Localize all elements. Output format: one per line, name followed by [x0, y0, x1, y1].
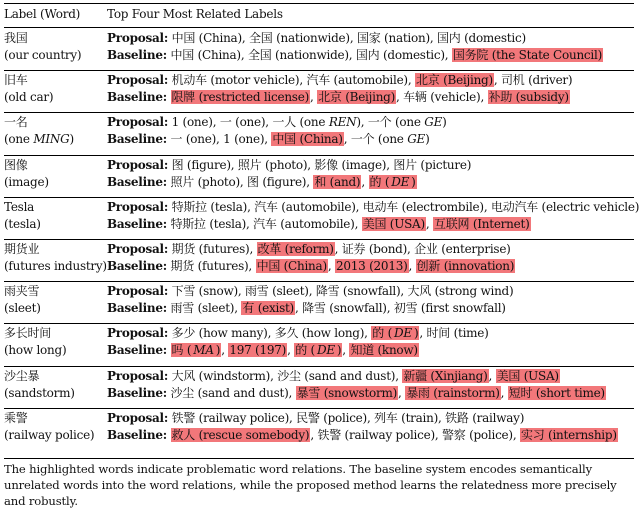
- system-label: Proposal:: [107, 157, 169, 172]
- relation-text: ,: [221, 343, 229, 358]
- system-label: Baseline:: [107, 385, 167, 400]
- system-label: Proposal:: [107, 410, 169, 425]
- relation-text: , 车辆 (vehicle),: [396, 90, 488, 105]
- relation-text: ,: [342, 343, 350, 358]
- relation-text: , 铁警 (railway police), 警察 (police),: [310, 427, 520, 442]
- relation-text: ,: [500, 385, 508, 400]
- relation-text: , 降雪 (snowfall), 初雪 (first snowfall): [295, 301, 506, 316]
- word-gloss: (sandstorm): [4, 385, 75, 400]
- relation-text: 雨雪 (sleet),: [166, 301, 242, 316]
- baseline-line: [107, 175, 417, 190]
- relation-text: 下雪 (snow), 雨雪 (sleet), 降雪 (snowfall), 大风 (strong wind): [168, 284, 514, 299]
- baseline-line: [107, 301, 506, 316]
- header-rule: [4, 27, 634, 28]
- word-gloss: (one MING): [4, 132, 74, 147]
- row-divider: [4, 70, 634, 71]
- highlighted-relation: 中国 (China): [272, 132, 343, 147]
- relation-text: 一 (one), 1 (one),: [166, 132, 272, 147]
- system-label: Baseline:: [107, 427, 167, 442]
- word-gloss: (our country): [4, 48, 82, 62]
- baseline-line: [107, 48, 603, 63]
- relation-text: ): [425, 132, 430, 147]
- row-divider: [4, 408, 634, 409]
- word-label: Tesla: [4, 199, 35, 214]
- relation-text: 特斯拉 (tesla), 汽车 (automobile),: [166, 216, 362, 231]
- highlighted-relation: 的 (: [369, 174, 390, 189]
- baseline-line: [107, 90, 570, 105]
- word-label: 雨夹雪: [4, 284, 40, 299]
- relation-text: 1 (one), 一 (one), 一人 (one: [168, 115, 329, 130]
- row-divider: [4, 281, 634, 282]
- highlighted-relation: ): [411, 174, 416, 189]
- highlighted-relation: 救人 (rescue somebody): [171, 427, 310, 442]
- relation-text: ,: [408, 259, 416, 273]
- baseline-line: [107, 259, 515, 274]
- system-label: Proposal:: [107, 368, 169, 383]
- word-label: 旧车: [4, 73, 28, 88]
- relation-text: ,: [310, 90, 318, 105]
- highlighted-relation: 197 (197): [229, 343, 287, 358]
- relation-text: GE: [407, 132, 426, 147]
- proposal-line: [107, 200, 639, 215]
- relation-text: ,: [361, 174, 369, 189]
- highlighted-relation: ): [413, 326, 419, 341]
- highlighted-relation: DE: [391, 174, 410, 189]
- baseline-line: [107, 428, 618, 443]
- proposal-line: [107, 31, 526, 46]
- word-gloss: (tesla): [4, 216, 41, 231]
- proposal-line: [107, 158, 471, 173]
- baseline-line: [107, 132, 430, 147]
- highlighted-relation: DE: [316, 343, 335, 358]
- system-label: Baseline:: [107, 132, 167, 147]
- word-gloss: (how long): [4, 343, 67, 358]
- word-label: 图像: [4, 157, 28, 172]
- row-divider: [4, 366, 634, 367]
- highlighted-relation: 实习 (internship): [520, 427, 617, 442]
- bottom-rule: [4, 458, 634, 459]
- highlighted-relation: ): [336, 343, 342, 358]
- highlighted-relation: 2013 (2013): [336, 259, 408, 273]
- relation-text: [167, 343, 171, 357]
- system-label: Proposal:: [107, 284, 169, 299]
- relation-text: [167, 90, 171, 104]
- relation-text: 期货 (futures),: [168, 242, 257, 256]
- highlighted-relation: 和 (and): [314, 174, 361, 189]
- relation-text: REN: [328, 115, 357, 130]
- word-gloss: (old car): [4, 90, 54, 105]
- relation-text: GE: [424, 115, 443, 130]
- system-label: Proposal:: [107, 199, 169, 214]
- proposal-line: [107, 73, 572, 88]
- relation-text: 大风 (windstorm), 沙尘 (sand and dust),: [168, 368, 403, 383]
- highlighted-relation: 北京 (Beijing): [318, 90, 396, 105]
- relation-text: [167, 428, 171, 442]
- highlighted-relation: 的 (: [295, 343, 315, 358]
- highlighted-relation: 补助 (subsidy): [488, 90, 569, 105]
- word-label: 我国: [4, 31, 28, 45]
- relation-text: , 证券 (bond), 企业 (enterprise): [334, 242, 511, 256]
- proposal-line: [107, 242, 511, 257]
- proposal-line: [107, 411, 524, 426]
- highlighted-relation: 美国 (USA): [496, 368, 559, 383]
- baseline-line: [107, 343, 419, 358]
- relation-text: ): [442, 115, 447, 130]
- relation-text: 期货 (futures),: [166, 259, 256, 273]
- relation-text: 中国 (China), 全国 (nationwide), 国内 (domestic),: [166, 48, 452, 62]
- row-divider: [4, 239, 634, 240]
- word-label: 多长时间: [4, 326, 52, 341]
- relation-text: ,: [327, 259, 336, 273]
- highlighted-relation: 知道 (know): [350, 343, 418, 358]
- relation-text: ,: [398, 385, 406, 400]
- word-label: 乘警: [4, 410, 28, 425]
- header-col-label: Label (Word): [4, 7, 81, 21]
- system-label: Baseline:: [107, 90, 167, 105]
- word-label: 期货业: [4, 242, 40, 256]
- highlighted-relation: 暴雨 (rainstorm): [406, 385, 500, 400]
- relation-text: ,: [488, 368, 496, 383]
- word-gloss: (futures industry): [4, 259, 107, 273]
- proposal-line: [107, 326, 489, 341]
- highlighted-relation: 北京 (Beijing): [416, 73, 493, 88]
- proposal-line: [107, 115, 447, 130]
- baseline-line: [107, 217, 531, 232]
- highlighted-relation: 限牌 (restricted license): [171, 90, 309, 105]
- system-label: Proposal:: [107, 115, 169, 130]
- relation-text: 中国 (China), 全国 (nationwide), 国家 (nation), 国内 (domestic): [168, 31, 526, 45]
- relation-text: ), 一个 (one: [356, 115, 425, 130]
- relation-text: ,: [287, 343, 295, 358]
- relation-text: ,: [425, 216, 434, 231]
- word-gloss: (image): [4, 174, 49, 189]
- system-label: Proposal:: [107, 326, 169, 341]
- relation-text: 照片 (photo), 图 (figure),: [166, 174, 314, 189]
- system-label: Baseline:: [107, 174, 167, 189]
- system-label: Baseline:: [107, 259, 167, 273]
- row-divider: [4, 323, 634, 324]
- top-rule: [4, 3, 634, 4]
- system-label: Baseline:: [107, 343, 167, 358]
- highlighted-relation: 新疆 (Xinjiang): [403, 368, 488, 383]
- word-gloss: (railway police): [4, 427, 95, 442]
- system-label: Baseline:: [107, 48, 167, 62]
- highlighted-relation: 有 (exist): [242, 301, 294, 316]
- system-label: Baseline:: [107, 216, 167, 231]
- word-gloss: (sleet): [4, 301, 41, 316]
- relation-text: , 时间 (time): [419, 326, 489, 341]
- highlighted-relation: 的 (: [372, 326, 393, 341]
- highlighted-relation: DE: [394, 326, 412, 341]
- highlighted-relation: MA: [193, 343, 214, 358]
- relation-text: 特斯拉 (tesla), 汽车 (automobile), 电动车 (electrombile), 电动汽车 (electric vehicle): [168, 199, 640, 214]
- row-divider: [4, 112, 634, 113]
- row-divider: [4, 155, 634, 156]
- relation-text: 沙尘 (sand and dust),: [166, 385, 296, 400]
- word-label: 沙尘暴: [4, 368, 40, 383]
- system-label: Proposal:: [107, 31, 169, 45]
- highlighted-relation: ): [215, 343, 221, 358]
- relation-text: , 一个 (one: [343, 132, 408, 147]
- highlighted-relation: 互联网 (Internet): [434, 216, 530, 231]
- highlighted-relation: 暴雪 (snowstorm): [296, 385, 398, 400]
- table-caption: The highlighted words indicate problematic word relations. The baseline system encodes semantically unrelated words into the word relations, while the proposed method learns the relatedness more precisely and robustly.: [4, 462, 617, 508]
- system-label: Baseline:: [107, 301, 167, 316]
- relation-text: 多少 (how many), 多久 (how long),: [168, 326, 372, 341]
- relation-text: , 司机 (driver): [493, 73, 573, 88]
- proposal-line: [107, 369, 560, 384]
- relation-text: 机动车 (motor vehicle), 汽车 (automobile),: [168, 73, 415, 88]
- highlighted-relation: 短时 (short time): [508, 385, 605, 400]
- proposal-line: [107, 284, 513, 299]
- system-label: Proposal:: [107, 242, 169, 256]
- baseline-line: [107, 386, 606, 401]
- highlighted-relation: 创新 (innovation): [416, 259, 515, 273]
- header-col-related: Top Four Most Related Labels: [107, 7, 283, 21]
- relation-text: 铁警 (railway police), 民警 (police), 列车 (train), 铁路 (railway): [168, 410, 525, 425]
- highlighted-relation: 改革 (reform): [257, 242, 334, 256]
- row-divider: [4, 197, 634, 198]
- highlighted-relation: 吗 (: [171, 343, 192, 358]
- highlighted-relation: 美国 (USA): [362, 216, 425, 231]
- highlighted-relation: 中国 (China): [256, 259, 327, 273]
- system-label: Proposal:: [107, 73, 169, 88]
- relation-text: 图 (figure), 照片 (photo), 影像 (image), 图片 (picture): [168, 157, 472, 172]
- highlighted-relation: 国务院 (the State Council): [452, 48, 602, 62]
- word-label: 一名: [4, 115, 28, 130]
